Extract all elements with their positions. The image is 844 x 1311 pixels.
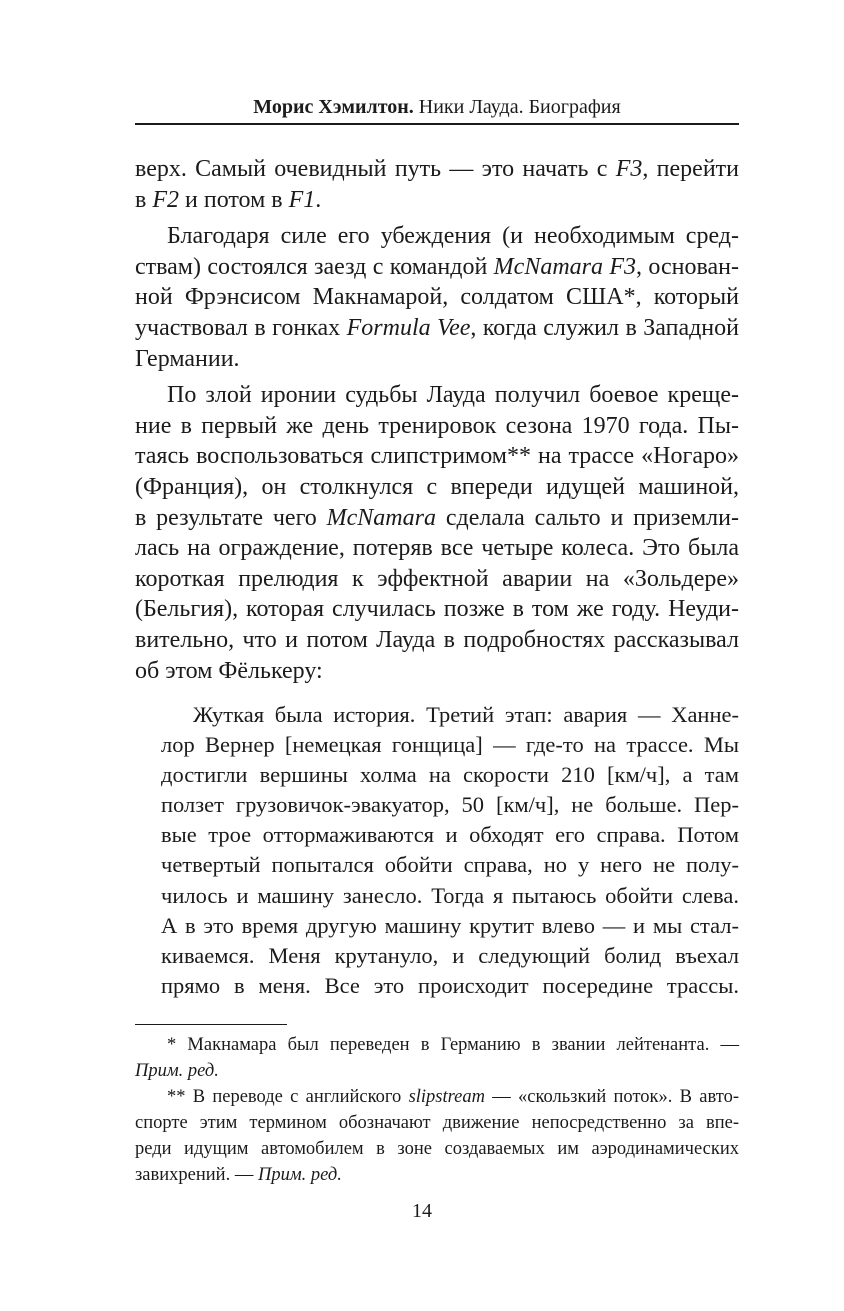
block-quote (161, 700, 739, 1001)
quote-line: ползет грузовичок-эвакуатор, 50 [км/ч], не больше. Пер- (161, 792, 739, 818)
text-line: Германии. (135, 345, 240, 372)
text-line: участвовал в гонках Formula Vee, когда служил в Западной (135, 314, 739, 341)
header-title: Ники Лауда. Биография (413, 96, 621, 118)
paragraph-2 (135, 221, 739, 374)
text-line: лась на ограждение, потеряв все четыре колеса. Это была (135, 535, 739, 562)
footnote-rule (135, 1024, 287, 1025)
page-number: 14 (412, 1200, 432, 1222)
text-line: в результате чего McNamara сделала сальто и приземли- (135, 504, 739, 531)
footnote-line: завихрений. — Прим. ред. (135, 1165, 342, 1185)
text-line: вительно, что и потом Лауда в подробностях рассказывал (135, 626, 739, 653)
text-line: таясь воспользоваться слипстримом** на трассе «Ногаро» (135, 443, 739, 470)
footnote-line: спорте этим термином обозначают движение непосредственно за впе- (135, 1113, 739, 1133)
text-line: верх. Самый очевидный путь — это начать с F3, перейти (135, 156, 739, 182)
quote-line: вые трое оттормаживаются и обходят его справа. Потом (161, 822, 739, 848)
paragraph-1 (135, 154, 739, 215)
footnote-line: * Макнамара был переведен в Германию в звании лейтенанта. — (167, 1035, 739, 1055)
text-line: короткая прелюдия к эффектной аварии на «Зольдере» (135, 565, 739, 592)
quote-line: А в это время другую машину крутит влево — и мы стал- (161, 912, 739, 938)
text-line: По злой иронии судьбы Лауда получил боевое креще- (167, 382, 739, 409)
quote-line: четвертый попытался обойти справа, но у него не полу- (161, 852, 739, 878)
running-header (135, 93, 739, 121)
header-rule (135, 123, 739, 125)
quote-line: лор Вернер [немецкая гонщица] — где-то на трассе. Мы (161, 732, 739, 758)
text-line: в F2 и потом в F1. (135, 186, 322, 213)
paragraph-3 (135, 380, 739, 686)
quote-line: Жуткая была история. Третий этап: авария — Ханне- (193, 702, 739, 727)
quote-line: достигли вершины холма на скорости 210 [км/ч], а там (161, 762, 739, 788)
footnote-line: Прим. ред. (135, 1061, 219, 1081)
footnote-line: реди идущим автомобилем в зоне создаваемых им аэродинамических (135, 1139, 739, 1159)
text-line: об этом Фёлькеру: (135, 657, 323, 684)
main-text (135, 154, 739, 686)
text-line: ствам) состоялся заезд с командой McNamara F3, основан- (135, 253, 740, 280)
text-line: (Бельгия), которая случилась позже в том же году. Неуди- (135, 596, 739, 623)
footnotes (135, 1032, 739, 1188)
text-line: ние в первый же день тренировок сезона 1970 года. Пы- (135, 412, 739, 439)
header-author: Морис Хэмилтон. (253, 96, 414, 118)
text-line: Благодаря силе его убеждения (и необходимым сред- (167, 223, 739, 250)
quote-line: киваемся. Меня крутануло, и следующий болид въехал (161, 942, 739, 968)
text-line: (Франция), он столкнулся с впереди идущей машиной, (135, 473, 739, 500)
text-line: ной Фрэнсисом Макнамарой, солдатом США*, который (135, 284, 739, 311)
footnote-line: ** В переводе с английского slipstream — «скользкий поток». В авто- (167, 1087, 739, 1107)
quote-line: чилось и машину занесло. Тогда я пытаюсь обойти слева. (161, 882, 739, 908)
quote-line: прямо в меня. Все это происходит посередине трассы. (161, 972, 739, 998)
